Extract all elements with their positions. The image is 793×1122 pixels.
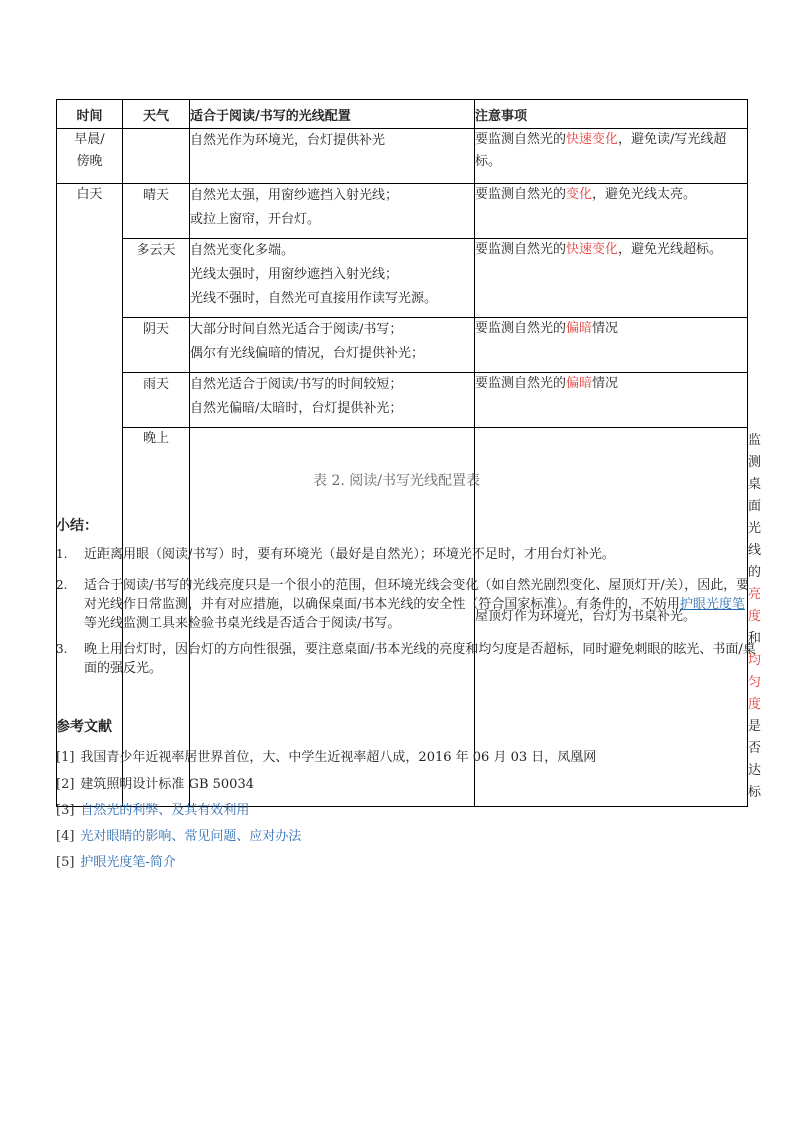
- note-text: 监测桌面光线的: [748, 433, 762, 580]
- note-highlight: 偏暗: [566, 376, 593, 391]
- table-row-cloudy: [57, 239, 748, 318]
- note-cell-overcast: [475, 318, 748, 373]
- header-notes: 注意事项: [475, 100, 748, 129]
- time-cell-morning: [57, 129, 123, 184]
- summary-item-1: [56, 545, 756, 564]
- note-cell-morning: [475, 129, 748, 184]
- note-text: 情况: [592, 321, 619, 336]
- note-highlight: 偏暗: [566, 321, 593, 336]
- note-text: 要监测自然光的: [475, 187, 567, 202]
- table-row-rainy: [57, 373, 748, 428]
- config-line: 自然光变化多端。: [190, 243, 295, 258]
- header-time: 时间: [57, 100, 123, 129]
- note-text: ，避免读/写光线超标。: [475, 132, 727, 169]
- note-cell-cloudy: [475, 239, 748, 318]
- summary-heading: 小结：: [56, 518, 98, 534]
- note-text: 是否达标: [748, 719, 762, 800]
- table-row-morning: [57, 129, 748, 184]
- summary-text-part: 适合于阅读/书写的光线亮度只是一个很小的范围，但环境光线会变化（如自然光剧烈变化、屋顶灯开/关），因此，要对光线作日常监测，并有对应措施，以确保桌面/书本光线的安全性（符合国家标准）。有条件的，不妨用: [84, 578, 750, 612]
- reference-number: [3]: [56, 803, 75, 818]
- table-row-sunny: [57, 184, 748, 239]
- reference-item-4[interactable]: [56, 828, 301, 846]
- reference-number: [4]: [56, 829, 75, 844]
- note-highlight: 快速变化: [566, 242, 619, 257]
- weather-cell-cloudy: 多云天: [123, 239, 190, 318]
- time-label-line2: 傍晚: [76, 154, 103, 169]
- note-cell-sunny: [475, 184, 748, 239]
- config-line: 光线太强时，用窗纱遮挡入射光线；: [190, 267, 399, 282]
- header-weather: 天气: [123, 100, 190, 129]
- config-line: 屋顶灯作为环境光，台灯为书桌补光。: [475, 609, 697, 624]
- summary-text: 近距离用眼（阅读/书写）时，要有环境光（最好是自然光）；环境光不足时，才用台灯补光。: [84, 547, 615, 562]
- summary-item-3: [56, 640, 756, 678]
- reference-link[interactable]: 自然光的利弊、及其有效利用: [80, 803, 250, 818]
- weather-cell-sunny: 晴天: [123, 184, 190, 239]
- reference-number: [1]: [56, 750, 75, 765]
- reference-item-1: [56, 749, 596, 767]
- note-text: 情况: [592, 376, 619, 391]
- list-number: 2.: [56, 578, 68, 592]
- list-number: 1.: [56, 547, 68, 561]
- note-text: 要监测自然光的: [475, 242, 567, 257]
- note-text: 要监测自然光的: [475, 132, 567, 147]
- note-highlight: 亮度: [748, 587, 762, 624]
- config-cell-overcast: [190, 318, 475, 373]
- weather-cell-overcast: 阴天: [123, 318, 190, 373]
- note-highlight: 快速变化: [566, 132, 619, 147]
- list-number: 3.: [56, 642, 68, 656]
- config-cell-cloudy: [190, 239, 475, 318]
- note-text: ，避免光线太亮。: [592, 187, 697, 202]
- note-text: 要监测自然光的: [475, 376, 567, 391]
- config-cell-morning: [190, 129, 475, 184]
- config-line: 自然光适合于阅读/书写的时间较短；: [190, 377, 403, 392]
- config-cell-sunny: [190, 184, 475, 239]
- reference-text: 建筑照明设计标准 GB 50034: [80, 777, 254, 792]
- reference-text: 我国青少年近视率居世界首位，大、中学生近视率超八成，2016 年 06 月 03 日，凤凰网: [80, 750, 597, 765]
- config-line: 自然光作为环境光，台灯提供补光: [190, 133, 386, 148]
- summary-text: [84, 576, 756, 633]
- light-config-table: [56, 99, 762, 807]
- config-line: 光线不强时，自然光可直接用作读写光源。: [190, 291, 438, 306]
- table-caption: 表 2. 阅读/书写光线配置表: [313, 473, 480, 489]
- weather-cell-morning: [123, 129, 190, 184]
- time-cell-night: 晚上: [123, 428, 190, 807]
- reference-number: [5]: [56, 855, 75, 870]
- config-cell-rainy: [190, 373, 475, 428]
- reference-link[interactable]: 光对眼睛的影响、常见问题、应对办法: [80, 829, 302, 844]
- header-config: 适合于阅读/书写的光线配置: [190, 100, 475, 129]
- reference-item-3[interactable]: [56, 802, 249, 820]
- light-meter-link[interactable]: 护眼光度笔: [679, 597, 745, 612]
- weather-cell-rainy: 雨天: [123, 373, 190, 428]
- note-highlight: 变化: [566, 187, 593, 202]
- config-line: 自然光太强，用窗纱遮挡入射光线；: [190, 188, 399, 203]
- note-highlight: 均匀度: [748, 653, 762, 712]
- table-header-row: [57, 100, 748, 129]
- note-text: ，避免光线超标。: [618, 242, 723, 257]
- config-line: 偶尔有光线偏暗的情况，台灯提供补光；: [190, 346, 425, 361]
- summary-item-2: [56, 576, 756, 633]
- config-line: 自然光偏暗/太暗时，台灯提供补光；: [190, 401, 403, 416]
- config-line: 或拉上窗帘，开台灯。: [190, 212, 321, 227]
- note-text: 要监测自然光的: [475, 321, 567, 336]
- reference-number: [2]: [56, 777, 75, 792]
- config-line: 大部分时间自然光适合于阅读/书写；: [190, 322, 403, 337]
- time-cell-daytime: 白天: [57, 184, 123, 807]
- reference-item-2: [56, 776, 254, 794]
- note-cell-rainy: [475, 373, 748, 428]
- summary-text-part: 等光线监测工具来检验书桌光线是否适合于阅读/书写。: [84, 616, 401, 631]
- reference-item-5[interactable]: [56, 854, 176, 872]
- time-label-line1: 早晨/: [74, 132, 105, 147]
- note-text: 和: [748, 631, 762, 646]
- reference-link[interactable]: 护眼光度笔-简介: [80, 855, 176, 870]
- references-heading: 参考文献: [56, 719, 112, 735]
- summary-text: 晚上用台灯时，因台灯的方向性很强，要注意桌面/书本光线的亮度和均匀度是否超标，同时避免刺眼的眩光、书面/桌面的强反光。: [84, 642, 756, 676]
- table-row-overcast: [57, 318, 748, 373]
